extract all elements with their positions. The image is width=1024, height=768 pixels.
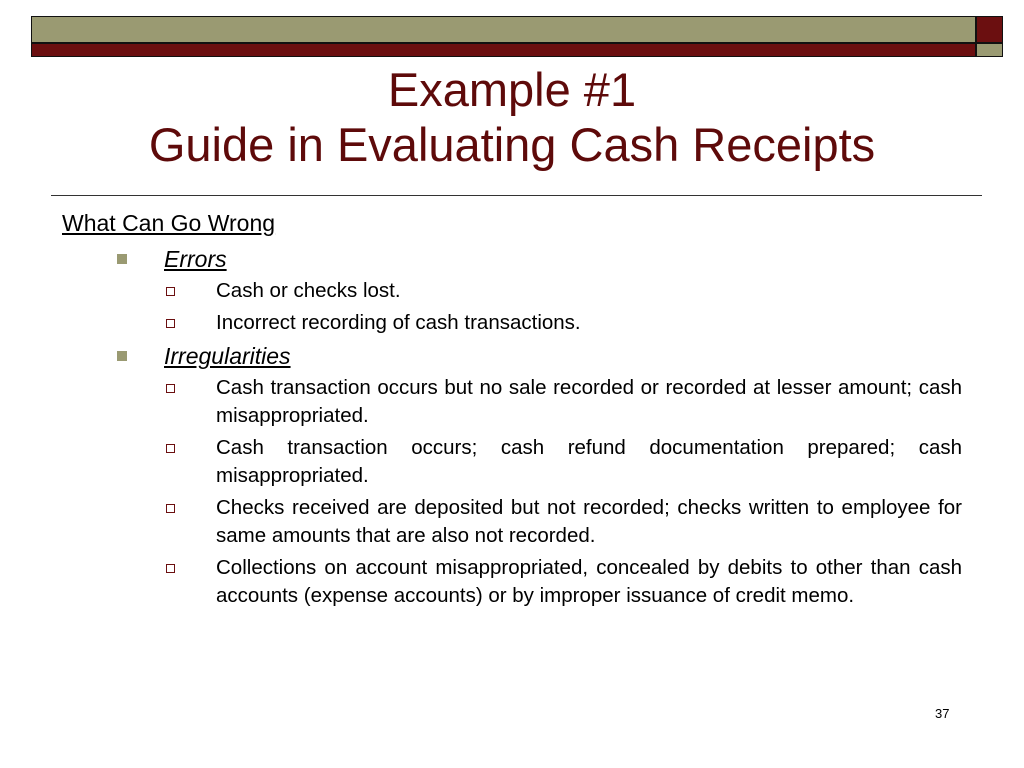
header-maroon-square bbox=[976, 16, 1003, 43]
header-olive-square bbox=[976, 43, 1003, 57]
title-line-2: Guide in Evaluating Cash Receipts bbox=[148, 118, 876, 171]
page-number: 37 bbox=[935, 706, 950, 721]
title-line-1: Example #1 bbox=[387, 63, 637, 116]
hollow-square-bullet-icon bbox=[166, 504, 175, 513]
square-bullet-icon bbox=[117, 351, 127, 361]
title-divider bbox=[51, 195, 982, 196]
sub-bullet-text: Incorrect recording of cash transactions. bbox=[216, 311, 581, 334]
sub-bullet-text: Collections on account misappropriated, concealed by debits to other than cash accounts (expense accounts) or by improper issuance of credit memo. bbox=[216, 556, 962, 607]
bullet-label: Errors bbox=[164, 246, 227, 272]
hollow-square-bullet-icon bbox=[166, 287, 175, 296]
hollow-square-bullet-icon bbox=[166, 444, 175, 453]
header-olive-bar bbox=[31, 16, 976, 43]
sub-bullet-text: Cash transaction occurs; cash refund documentation prepared; cash misappropriated. bbox=[216, 436, 962, 487]
header-maroon-bar bbox=[31, 43, 976, 57]
hollow-square-bullet-icon bbox=[166, 384, 175, 393]
hollow-square-bullet-icon bbox=[166, 319, 175, 328]
sub-bullet-text: Cash or checks lost. bbox=[216, 279, 401, 302]
sub-bullet bbox=[62, 374, 962, 430]
bullet-label: Irregularities bbox=[164, 343, 291, 369]
sub-bullet bbox=[62, 309, 962, 337]
sub-bullet bbox=[62, 277, 962, 305]
sub-bullet-text: Cash transaction occurs but no sale recorded or recorded at lesser amount; cash misappropriated. bbox=[216, 376, 962, 427]
square-bullet-icon bbox=[117, 254, 127, 264]
hollow-square-bullet-icon bbox=[166, 564, 175, 573]
bullet-irregularities bbox=[62, 341, 962, 371]
sub-bullet bbox=[62, 494, 962, 550]
section-heading: What Can Go Wrong bbox=[62, 210, 276, 236]
slide-body bbox=[62, 208, 962, 614]
bullet-errors bbox=[62, 244, 962, 274]
sub-bullet bbox=[62, 554, 962, 610]
sub-bullet bbox=[62, 434, 962, 490]
slide-title bbox=[40, 62, 984, 172]
sub-bullet-text: Checks received are deposited but not recorded; checks written to employee for same amounts that are also not recorded. bbox=[216, 496, 962, 547]
